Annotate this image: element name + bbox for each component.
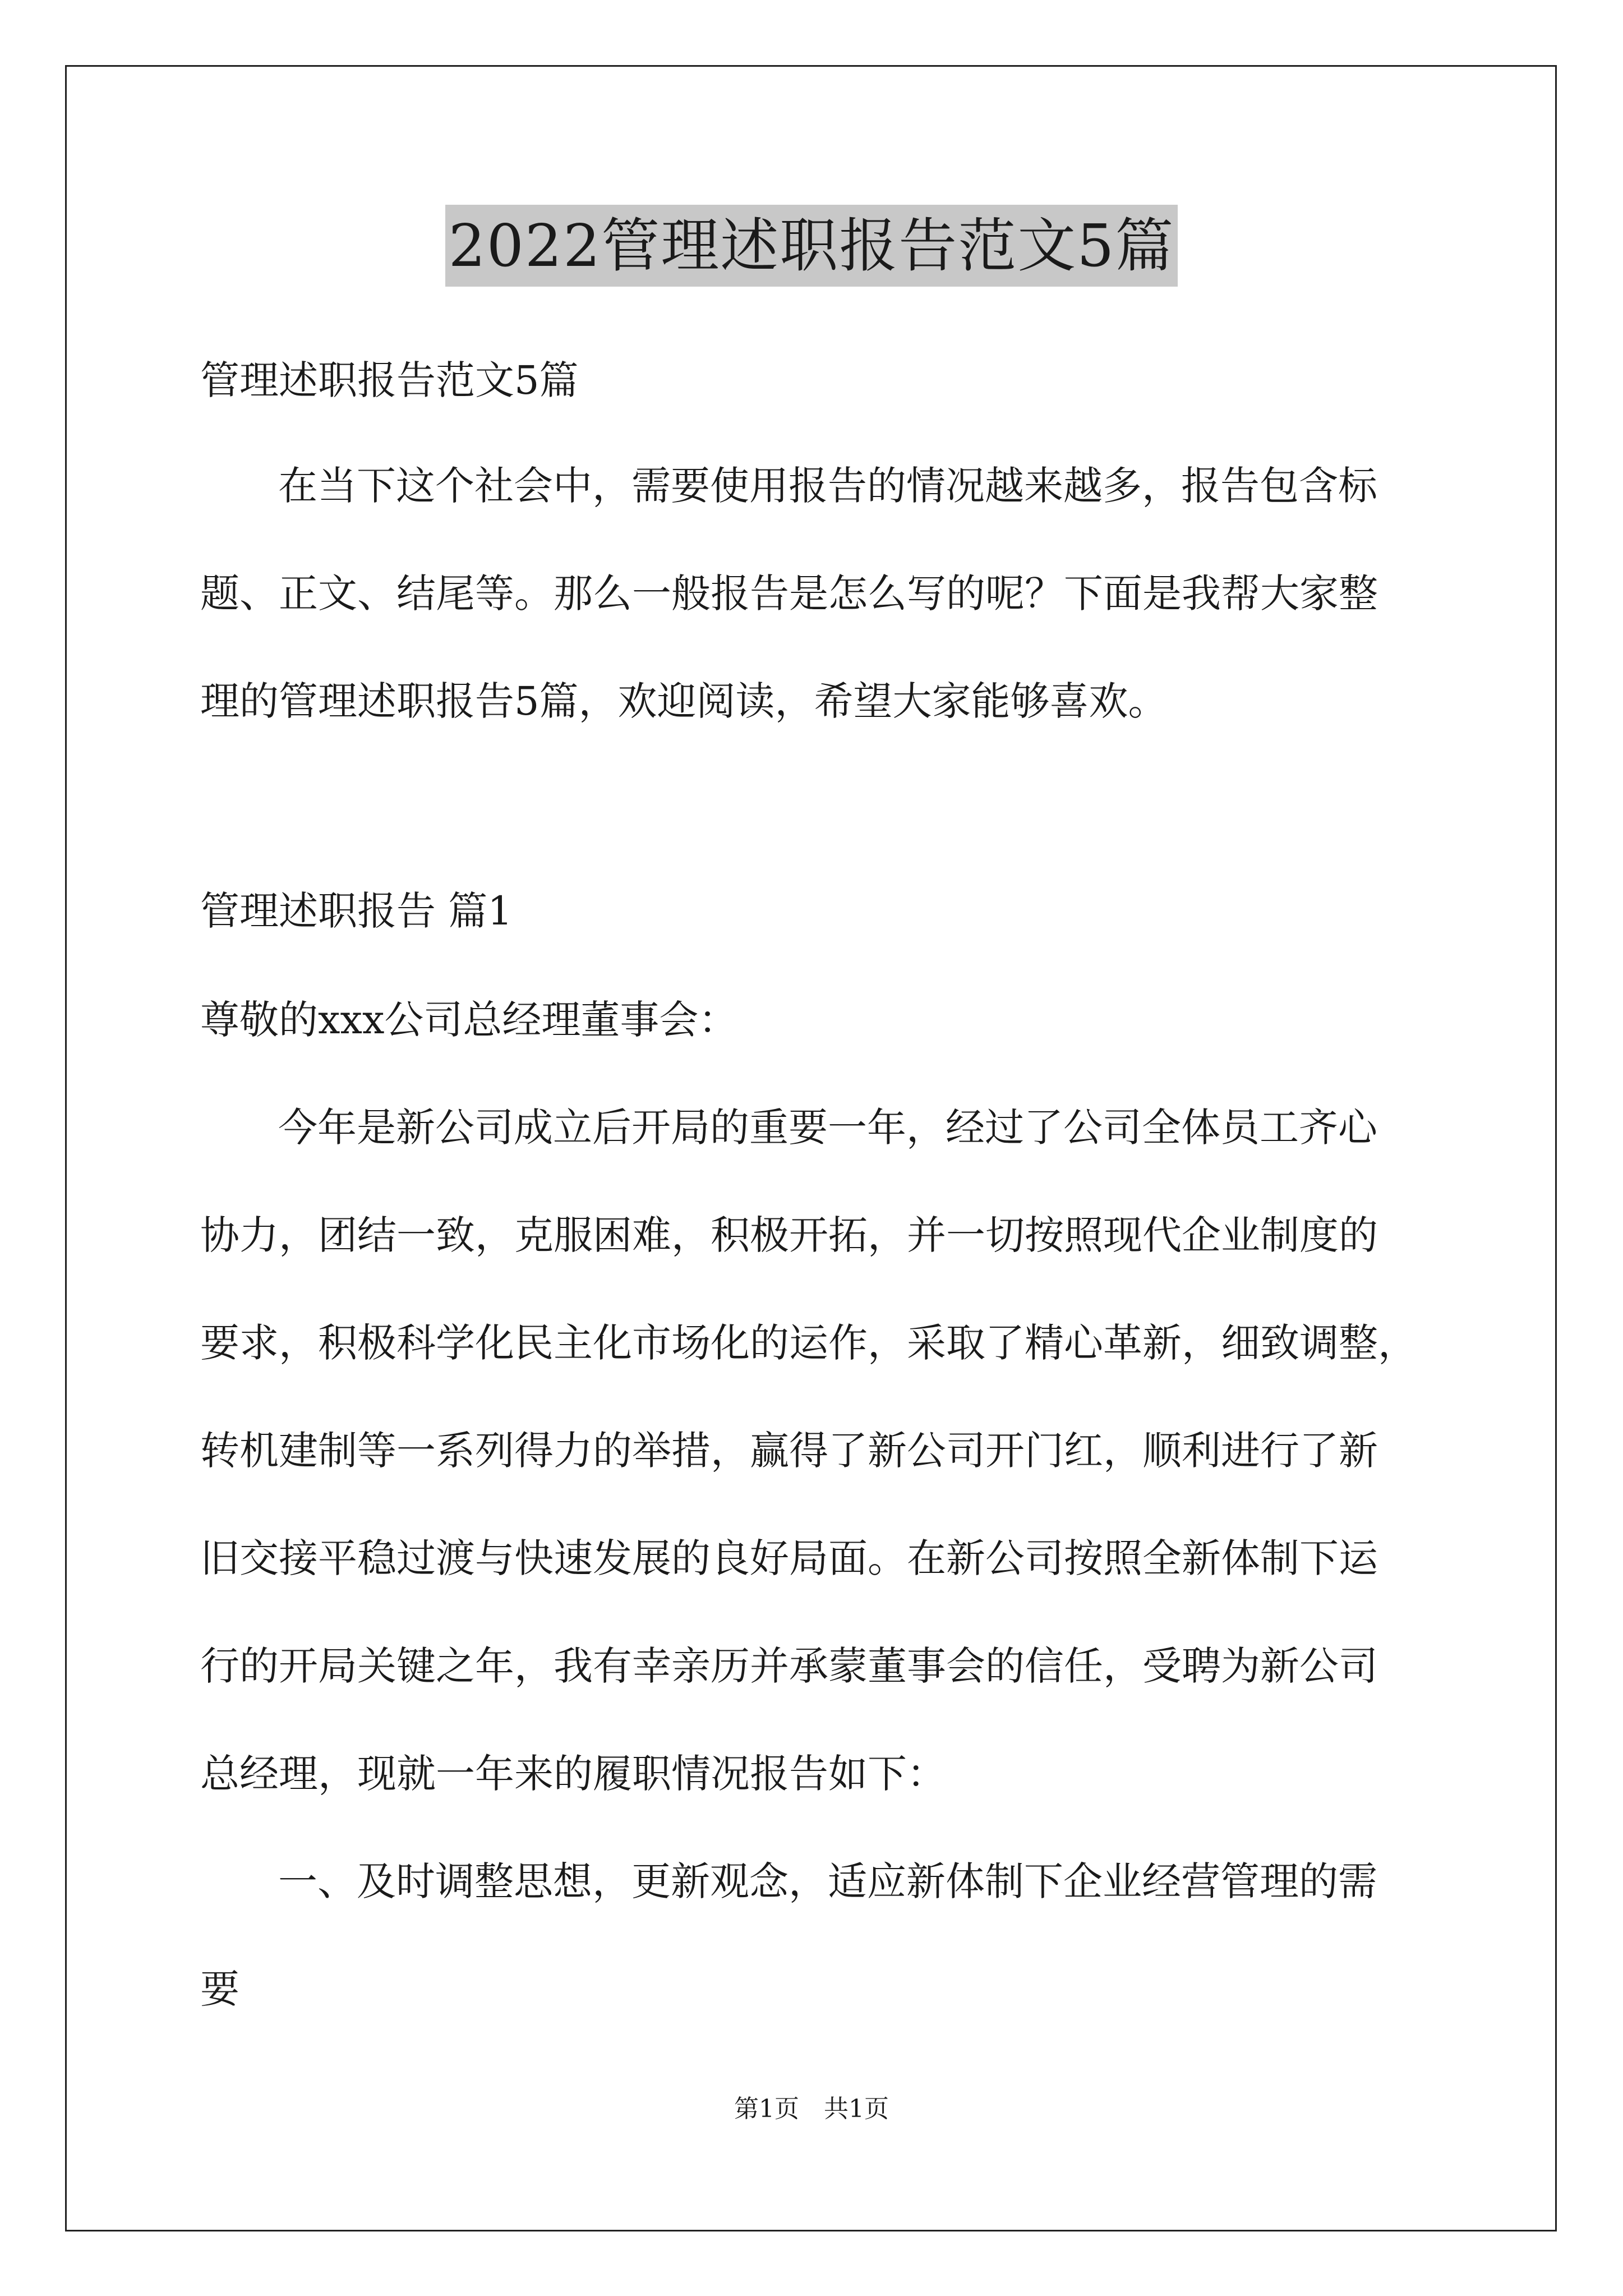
title-container	[0, 205, 1623, 287]
body-line-1: 今年是新公司成立后开局的重要一年，经过了公司全体员工齐心	[278, 1105, 1377, 1151]
salutation: 尊敬的xxx公司总经理董事会：	[200, 997, 738, 1043]
body-line-2: 协力，团结一致，克服困难，积极开拓，并一切按照现代企业制度的	[200, 1212, 1378, 1258]
subtitle: 管理述职报告范文5篇	[200, 357, 579, 403]
document-title: 2022管理述职报告范文5篇	[445, 205, 1178, 287]
section-heading: 管理述职报告 篇1	[200, 888, 513, 934]
body-line-7: 总经理，现就一年来的履职情况报告如下：	[200, 1751, 946, 1797]
body-line-6: 行的开局关键之年，我有幸亲历并承蒙董事会的信任，受聘为新公司	[200, 1643, 1378, 1689]
intro-line-2: 题、正文、结尾等。那么一般报告是怎么写的呢？下面是我帮大家整	[200, 570, 1378, 616]
body-line-5: 旧交接平稳过渡与快速发展的良好局面。在新公司按照全新体制下运	[200, 1535, 1378, 1581]
page-footer: 第1页 共1页	[734, 2095, 889, 2123]
intro-line-1: 在当下这个社会中，需要使用报告的情况越来越多，报告包含标	[278, 463, 1377, 509]
body-line-3: 要求，积极科学化民主化市场化的运作，采取了精心革新，细致调整，	[200, 1320, 1417, 1366]
point-line-1: 一、及时调整思想，更新观念，适应新体制下企业经营管理的需	[278, 1858, 1377, 1904]
body-line-4: 转机建制等一系列得力的举措，赢得了新公司开门红，顺利进行了新	[200, 1428, 1378, 1474]
intro-line-3: 理的管理述职报告5篇，欢迎阅读，希望大家能够喜欢。	[200, 678, 1168, 724]
point-line-2: 要	[200, 1966, 239, 2012]
